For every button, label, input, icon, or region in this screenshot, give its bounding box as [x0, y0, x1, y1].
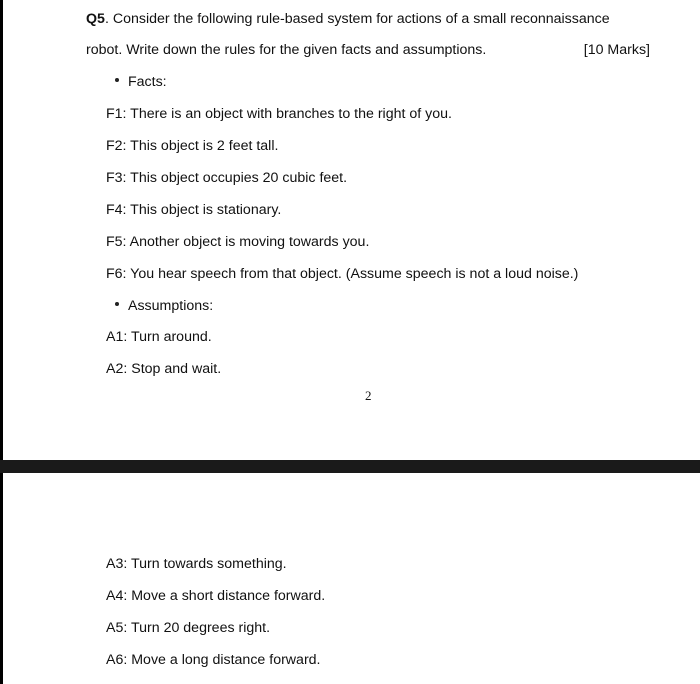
- fact-item: F6: You hear speech from that object. (Assume speech is not a loud noise.): [106, 266, 579, 282]
- question-line-1: [86, 10, 610, 28]
- assumption-item: A6: Move a long distance forward.: [106, 652, 321, 668]
- assumption-item: A5: Turn 20 degrees right.: [106, 620, 271, 636]
- marks-label: [10 Marks]: [583, 42, 650, 58]
- fact-item: F4: This object is stationary.: [106, 202, 282, 218]
- bullet-icon: [115, 78, 119, 82]
- facts-heading: [115, 73, 167, 91]
- left-border: [0, 0, 3, 684]
- question-number: Q5: [86, 11, 105, 27]
- question-line-2: robot. Write down the rules for the given facts and assumptions.: [86, 42, 487, 58]
- assumption-item: A1: Turn around.: [106, 329, 212, 345]
- fact-item: F3: This object occupies 20 cubic feet.: [106, 170, 348, 186]
- fact-item: F2: This object is 2 feet tall.: [106, 138, 279, 154]
- assumptions-heading-label: Assumptions:: [128, 298, 214, 314]
- fact-item: F1: There is an object with branches to the right of you.: [106, 106, 452, 122]
- assumption-item: A4: Move a short distance forward.: [106, 588, 326, 604]
- page-divider: [0, 460, 700, 473]
- facts-heading-label: Facts:: [128, 74, 167, 90]
- fact-item: F5: Another object is moving towards you.: [106, 234, 370, 250]
- question-text-1: . Consider the following rule-based system for actions of a small reconnaissance: [104, 11, 610, 27]
- assumption-item: A2: Stop and wait.: [106, 361, 222, 377]
- page-number: 2: [365, 388, 372, 403]
- assumptions-heading: [115, 297, 213, 315]
- bullet-icon: [115, 302, 119, 306]
- assumption-item: A3: Turn towards something.: [106, 556, 287, 572]
